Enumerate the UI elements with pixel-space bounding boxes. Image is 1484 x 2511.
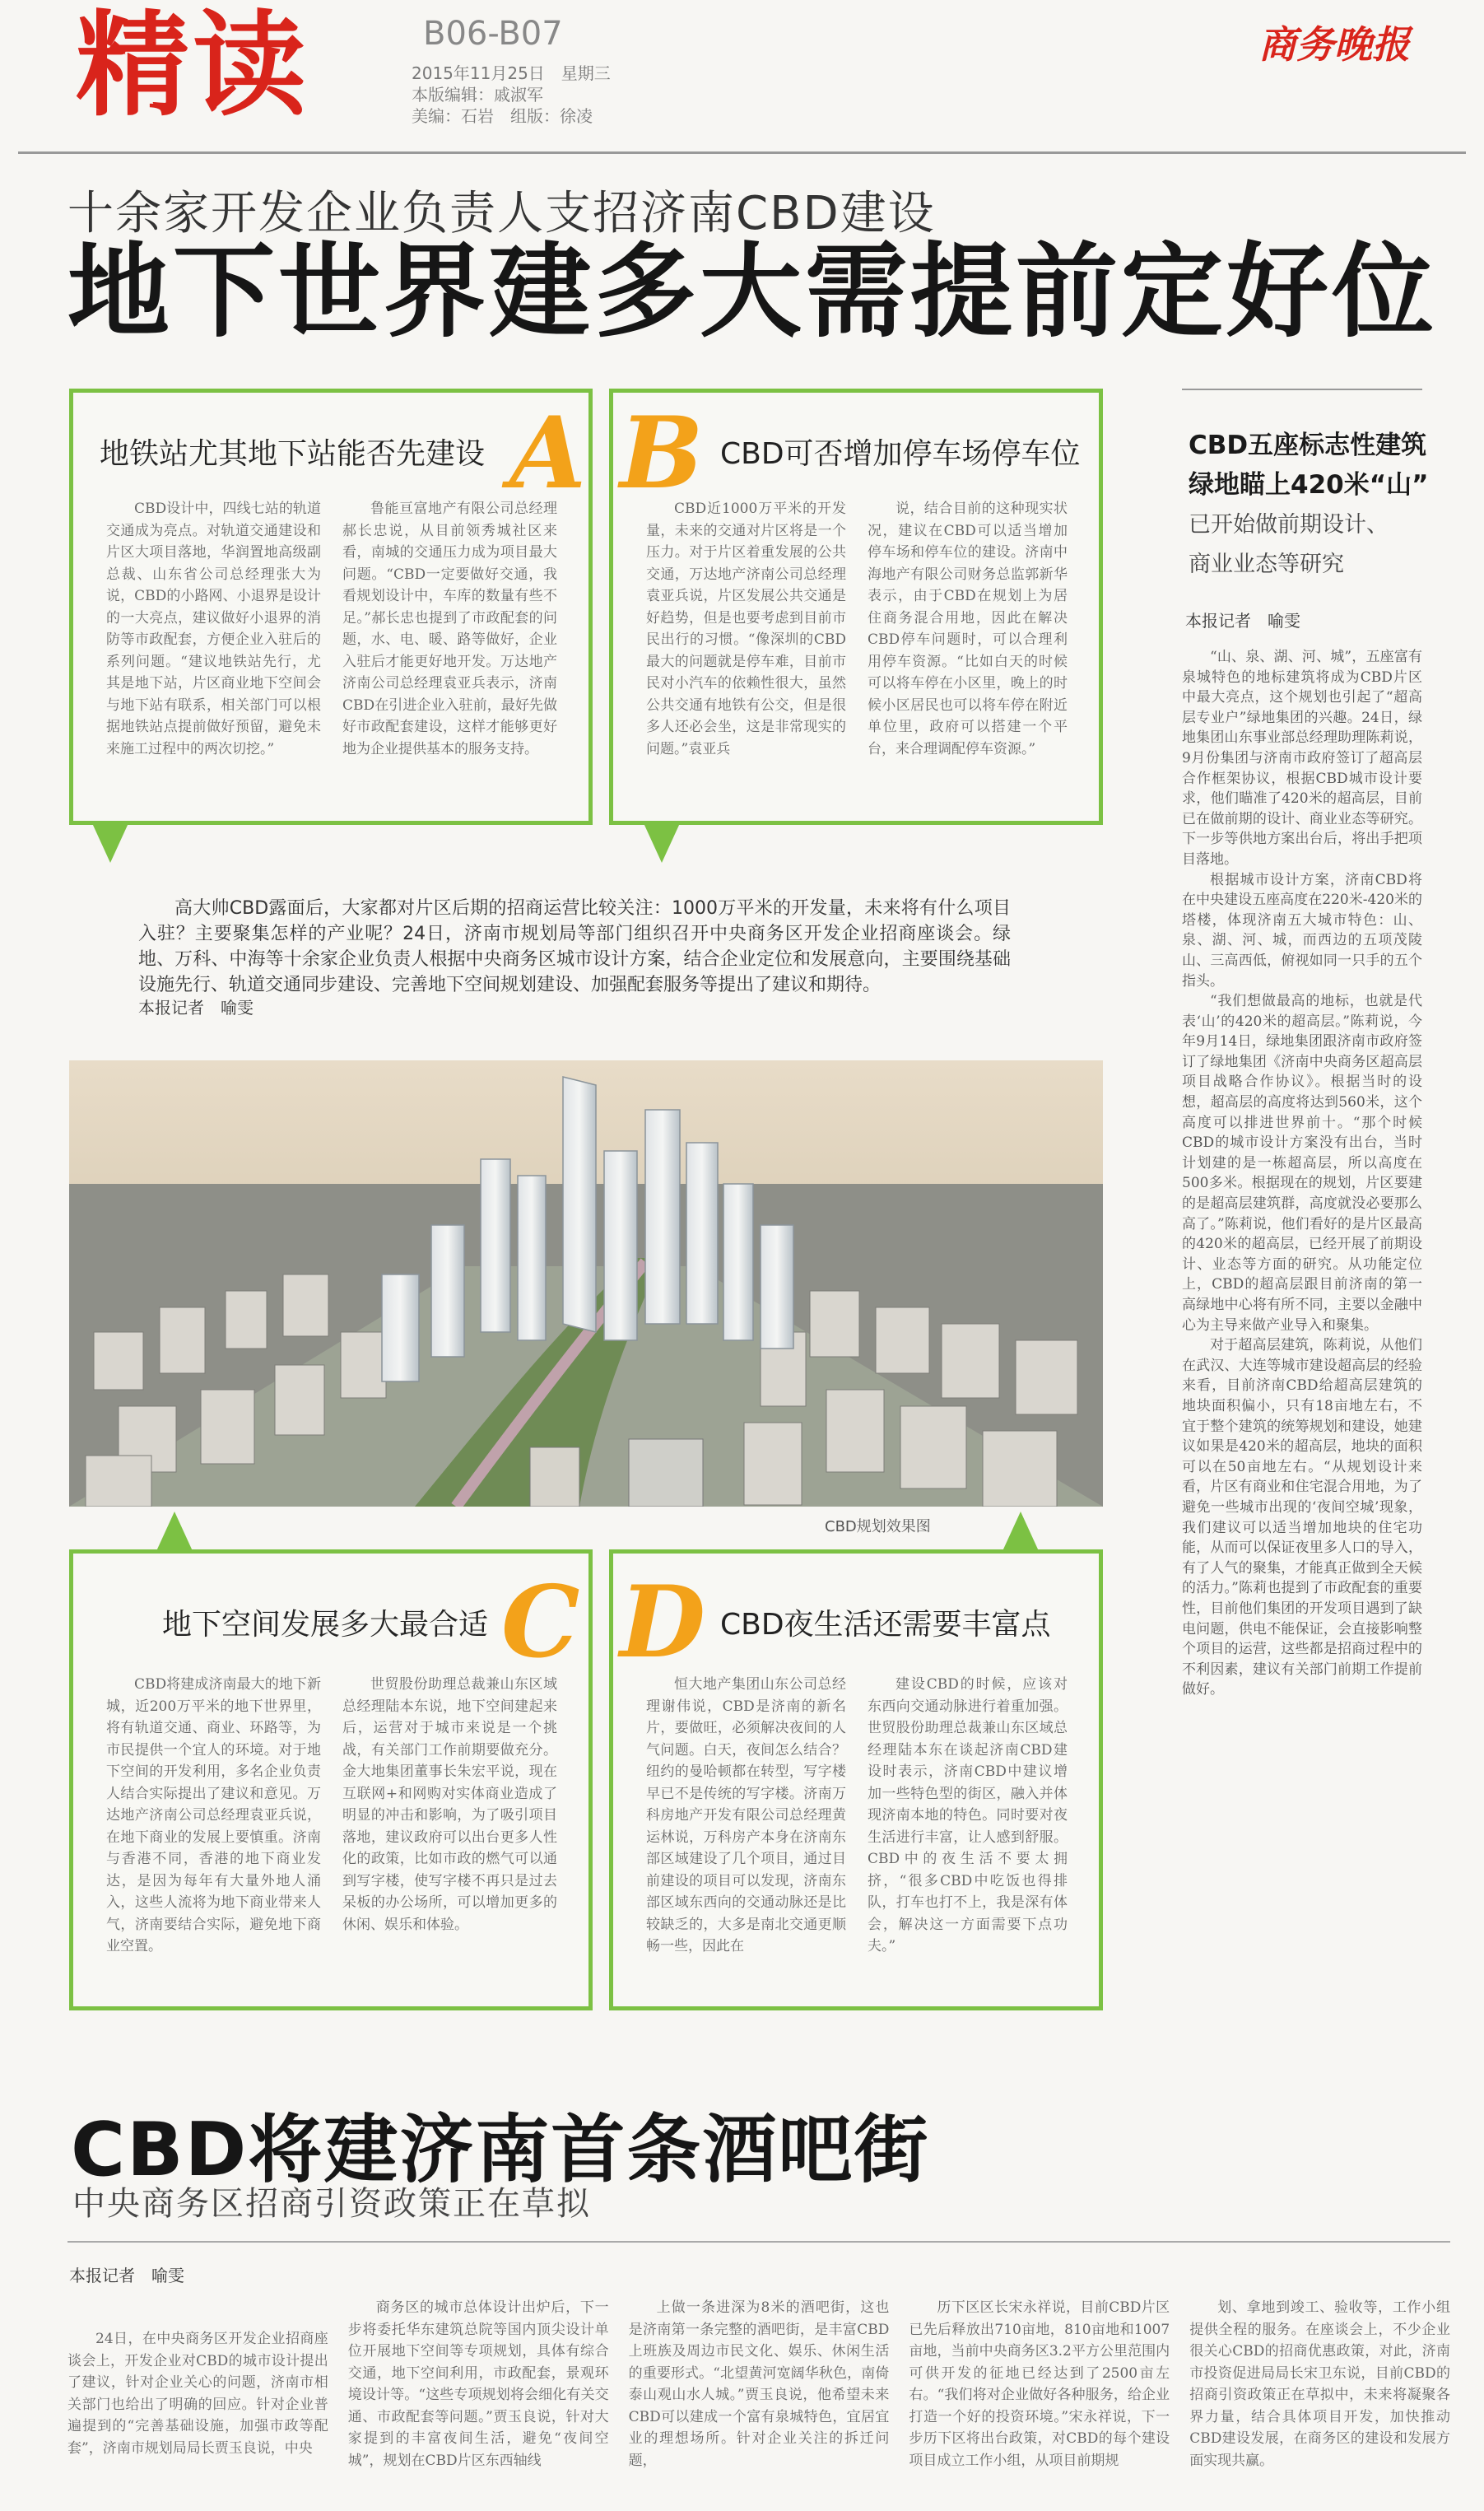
box-a-text-col2: 鲁能亘富地产有限公司总经理郝长忠说，从目前领秀城社区来看，南城的交通压力成为项目最大问题。“CBD一定要做好交通，我看规划设计中，车库的数量有些不足。”郝长忠也提到了市政配套的问题，水、电、暖、路等做好，企业入驻后才能更好地开发。万达地产济南公司总经理袁亚兵表示，济南CBD在引进企业入驻前，最好先做好市政配套建设，这样才能够更好地为企业提供基本的服务支持。 bbox=[342, 501, 557, 757]
article-lead: 高大帅CBD露面后，大家都对片区后期的招商运营比较关注：1000万平米的开发量，未来将有什么项目入驻？主要聚集怎样的产业呢？24日，济南市规划局等部门组织召开中央商务区开发企业招商座谈会。绿地、万科、中海等十余家企业负责人根据中央商务区城市设计方案，结合企业定位和发展意向，主要围绕基础设施先行、轨道交通同步建设、完善地下空间规划建设、加强配套服务等提出了建议和期待。 bbox=[138, 898, 1011, 995]
sidebar-top-rule bbox=[1182, 389, 1422, 390]
box-d-letter: D bbox=[620, 1564, 706, 1680]
sidebar-sub-1: 已开始做前期设计、 bbox=[1189, 512, 1389, 538]
article2-headline: CBD将建济南首条酒吧街 bbox=[71, 2107, 930, 2193]
newspaper-logo: 商务晚报 bbox=[1258, 22, 1410, 67]
sidebar-body bbox=[1182, 647, 1422, 2038]
sidebar-paragraph: “山、泉、湖、河、城”，五座富有泉城特色的地标建筑将成为CBD片区中最大亮点，这个规划也引起了“超高层专业户”绿地集团的兴趣。24日，绿地集团山东事业部总经理助理陈莉说，9月份集团与济南市政府签订了超高层合作框架协议，根据CBD城市设计要求，他们瞄准了420米的超高层，目前已在做前期的设计、商业业态等研究。下一步等供地方案出台后，将出手把项目落地。 bbox=[1182, 649, 1422, 868]
page-numbers: B06-B07 bbox=[423, 15, 563, 53]
box-d-pointer bbox=[1003, 1512, 1039, 1551]
article-kicker: 十余家开发企业负责人支招济南CBD建设 bbox=[67, 187, 936, 240]
issue-date: 2015年11月25日 星期三 bbox=[412, 63, 611, 83]
cbd-skyline-illustration bbox=[69, 1060, 1103, 1507]
article2-body bbox=[67, 2297, 1450, 2503]
sidebar-paragraph: 对于超高层建筑，陈莉说，从他们在武汉、大连等城市建设超高层的经验来看，目前济南CBD给超高层建筑的地块面积偏小，只有18亩地左右，不宜于整个建筑的统筹规划和建设，她建议如果是420米的超高层，地块的面积可以在50亩地左右。“从规划设计来看，片区有商业和住宅混合用地，为了避免一些城市出现的‘夜间空城’现象，我们建议可以适当增加地块的住宅功能，从而可以保证夜里多人口的导入，有了人气的聚集，才能真正做到全天候的活力。”陈莉也提到了市政配套的重要性，目前他们集团的开发项目遇到了缺电问题，供电不能保证，会直接影响整个项目的运营，这些都是招商过程中的不利因素，建议有关部门前期工作提前做好。 bbox=[1182, 1337, 1422, 1698]
masthead-divider bbox=[18, 151, 1466, 154]
box-c-letter: C bbox=[501, 1564, 580, 1680]
box-d bbox=[609, 1549, 1103, 2010]
sidebar-sub-2: 商业业态等研究 bbox=[1189, 552, 1344, 577]
box-d-text-col2: 建设CBD的时候，应该对东西向交通动脉进行着重加强。世贸股份助理总裁兼山东区域总经理陆本东在谈起济南CBD建设时表示，济南CBD中建议增加一些特色型的街区，融入并体现济南本地的特色。同时要对夜生活进行丰富，让人感到舒服。CBD中的夜生活不要太拥挤，“很多CBD中吃饭也得排队，打车也打不上，我是深有体会，解决这一方面需要下点功夫。” bbox=[868, 1676, 1068, 1954]
sidebar-headline-2: 绿地瞄上420米“山” bbox=[1189, 470, 1429, 500]
sidebar-byline: 本报记者 喻雯 bbox=[1185, 611, 1300, 631]
sidebar-paragraph: 根据城市设计方案，济南CBD将在中央建设五座高度在220米-420米的塔楼，体现济南五大城市特色：山、泉、湖、河、城，而西边的五项茂陵山、三高西低，俯视如同一只手的五个指头。 bbox=[1182, 871, 1422, 990]
photo-caption: CBD规划效果图 bbox=[825, 1518, 931, 1535]
article-headline: 地下世界建多大需提前定好位 bbox=[67, 233, 1438, 352]
box-b-letter: B bbox=[620, 395, 704, 511]
box-a bbox=[69, 389, 593, 825]
box-b-text-col2: 说，结合目前的这种现实状况，建议在CBD可以适当增加停车场和停车位的建设。济南中海地产有限公司财务总监郭新华表示，由于CBD在规划上为居住商务混合用地，因此在解决CBD停车问题时，可以合理利用停车资源。“比如白天的时候可以将车停在小区里，晚上的时候小区居民也可以将车停在附近单位里，政府可以搭建一个平台，来合理调配停车资源。” bbox=[868, 501, 1068, 757]
article2-col: 24日，在中央商务区开发企业招商座谈会上，开发企业对CBD的城市设计提出了建议，针对企业关心的问题，济南市相关部门也给出了明确的回应。针对企业普遍提到的“完善基础设施，加强市政等配套”，济南市规划局局长贾玉良说，中央 bbox=[67, 2331, 328, 2457]
box-d-text-col1: 恒大地产集团山东公司总经理谢伟说，CBD是济南的新名片，要做旺，必须解决夜间的人气问题。白天，夜间怎么结合？纽约的曼哈顿都在转型，写字楼早已不是传统的写字楼。济南万科房地产开发有限公司总经理黄运林说，万科房产本身在济南东部区域建设了几个项目，通过目前建设的项目可以发现，济南东部区域东西向的交通动脉还是比较缺乏的，大多是南北交通更顺畅一些，因此在 bbox=[646, 1676, 846, 1954]
box-c-pointer bbox=[156, 1512, 193, 1551]
sidebar-headline-1: CBD五座标志性建筑 bbox=[1189, 431, 1427, 460]
box-b-pointer bbox=[644, 823, 680, 863]
box-c-text-col1: CBD将建成济南最大的地下新城，近200万平米的地下世界里，将有轨道交通、商业、环路等，为市民提供一个宜人的环境。对于地下空间的开发利用，多名企业负责人结合实际提出了建议和意见。万达地产济南公司总经理袁亚兵说，在地下商业的发展上要慎重。济南与香港不同，香港的地下商业发达，是因为每年有大量外地人涌入，这些人流将为地下商业带来人气，济南要结合实际，避免地下商业空置。 bbox=[106, 1676, 321, 1954]
box-a-letter: A bbox=[509, 395, 587, 511]
article-byline: 本报记者 喻雯 bbox=[138, 998, 254, 1018]
sidebar-paragraph: “我们想做最高的地标，也就是代表‘山’的420米的超高层。”陈莉说，今年9月14日，绿地集团跟济南市政府签订了绿地集团《济南中央商务区超高层项目战略合作协议》。根据当时的设想，超高层的高度将达到560米，这个高度可以排进世界前十。“那个时候CBD的城市设计方案没有出台，当时计划建的是一栋超高层，所以高度在500多米。根据现在的规划，片区要建的是超高层建筑群，高度就没必要那么高了。”陈莉说，他们看好的是片区最高的420米的超高层，已经开展了前期设计、业态等方面的研究。从功能定位上，CBD的超高层跟目前济南的第一高绿地中心将有所不同，主要以金融中心为主导来做产业导入和聚集。 bbox=[1182, 993, 1422, 1334]
box-b-title: CBD可否增加停车场停车位 bbox=[720, 437, 1081, 471]
article2-byline: 本报记者 喻雯 bbox=[69, 2266, 184, 2285]
box-c-text-col2: 世贸股份助理总裁兼山东区域总经理陆本东说，地下空间建起来后，运营对于城市来说是一个挑战，有关部门工作前期要做充分。金大地集团董事长朱宏平说，现在互联网+和网购对实体商业造成了明显的冲击和影响，为了吸引项目落地，建议政府可以出台更多人性化的政策，比如市政的燃气可以通到写字楼，使写字楼不再只是过去呆板的办公场所，可以增加更多的休闲、娱乐和体验。 bbox=[342, 1676, 557, 1933]
box-d-title: CBD夜生活还需要丰富点 bbox=[720, 1608, 1051, 1642]
article2-col: 上做一条进深为8米的酒吧街，这也是济南第一条完整的酒吧街，是丰富CBD上班族及周边市民文化、娱乐、休闲生活的重要形式。“北望黄河宽阔华秋色，南倚泰山观山水人城。”贾玉良说，他希望未来CBD可以建成一个富有泉城特色，宜居宜业的理想场所。针对企业关注的拆迁问题， bbox=[628, 2299, 890, 2469]
article2-col: 划、拿地到竣工、验收等，工作小组提供全程的服务。在座谈会上，不少企业很关心CBD的招商优惠政策，对此，济南市投资促进局局长宋卫东说，目前CBD的招商引资政策正在草拟中，未来将凝聚各界力量，结合具体项目开发，加快推动CBD建设发展，在商务区的建设和发展方面实现共赢。 bbox=[1189, 2299, 1450, 2469]
box-c bbox=[69, 1549, 593, 2010]
box-a-text-col1: CBD设计中，四线七站的轨道交通成为亮点。对轨道交通建设和片区大项目落地，华润置地高级副总裁、山东省公司总经理张大为说，CBD的小路网、小退界是设计的一大亮点，建议做好小退界的消防等市政配套，方便企业入驻后的系列问题。“建议地铁站先行，尤其是地下站，片区商业地下空间会与地下站有联系，相关部门可以根据地铁站点提前做好预留，避免未来施工过程中的两次切挖。” bbox=[106, 501, 321, 757]
box-c-title: 地下空间发展多大最合适 bbox=[162, 1608, 489, 1642]
box-b-text-col1: CBD近1000万平米的开发量，未来的交通对片区将是一个压力。对于片区着重发展的公共交通，万达地产济南公司总经理袁亚兵说，片区发展公共交通是好趋势，但是也要考虑到目前市民出行的习惯。“像深圳的CBD最大的问题就是停车难，目前市民对小汽车的依赖性很大，虽然公共交通有地铁有公交，但是很多人还必会坐，这是非常现实的问题。”袁亚兵 bbox=[646, 501, 846, 757]
box-a-title: 地铁站尤其地下站能否先建设 bbox=[100, 437, 486, 471]
article2-subhead: 中央商务区招商引资政策正在草拟 bbox=[72, 2185, 591, 2223]
box-a-pointer bbox=[92, 823, 128, 863]
design-credit: 美编：石岩 组版：徐凌 bbox=[412, 106, 593, 126]
section-title: 精读 bbox=[76, 0, 310, 132]
box-b bbox=[609, 389, 1103, 825]
article2-col: 历下区区长宋永祥说，目前CBD片区已先后释放出710亩地，810亩地和1007亩地，当前中央商务区3.2平方公里范围内可供开发的征地已经达到了2500亩左右。“我们将对企业做好各种服务，给企业打造一个好的投资环境。”宋永祥说，下一步历下区将出台政策，对CBD的每个建设项目成立工作小组，从项目前期规 bbox=[909, 2299, 1170, 2469]
cbd-rendering-photo bbox=[69, 1060, 1103, 1507]
article2-rule bbox=[67, 2241, 1450, 2243]
editor-credit: 本版编辑：戚淑军 bbox=[412, 85, 543, 105]
article2-col: 商务区的城市总体设计出炉后，下一步将委托华东建筑总院等国内顶尖设计单位开展地下空间等专项规划，具体有综合交通，地下空间利用，市政配套，景观环境设计等。“这些专项规划将会细化有关交通、市政配套等问题。”贾玉良说，针对大家提到的丰富夜间生活，避免“夜间空城”，规划在CBD片区东西轴线 bbox=[347, 2299, 609, 2469]
